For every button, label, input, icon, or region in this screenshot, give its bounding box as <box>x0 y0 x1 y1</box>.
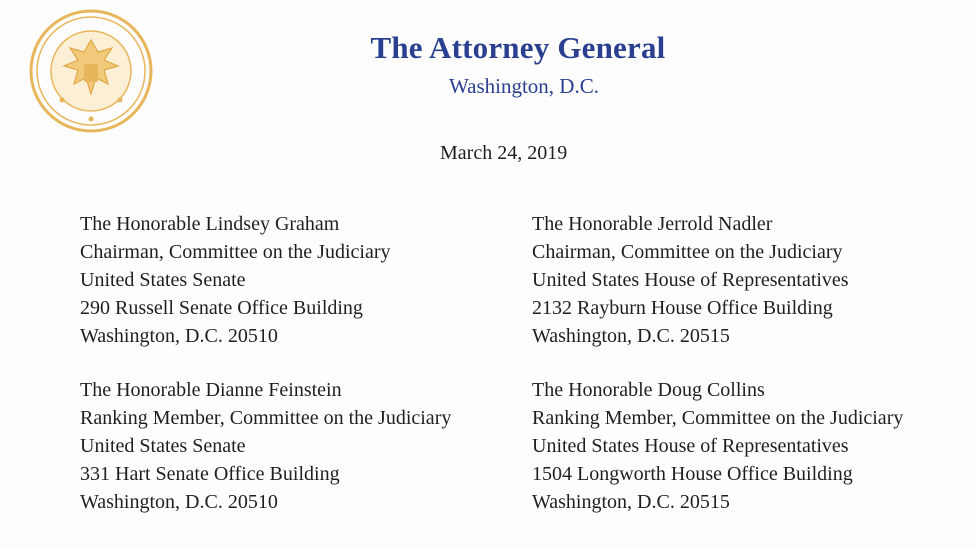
recipient-body: United States Senate <box>80 435 246 457</box>
recipient-name: The Honorable Doug Collins <box>532 379 765 401</box>
recipient-block <box>80 210 391 350</box>
recipient-body: United States House of Representatives <box>532 269 849 291</box>
recipient-office: 331 Hart Senate Office Building <box>80 463 340 485</box>
recipient-city: Washington, D.C. 20510 <box>80 325 278 347</box>
recipient-block <box>532 210 849 350</box>
letter-date: March 24, 2019 <box>440 142 568 164</box>
recipient-role: Ranking Member, Committee on the Judiciary <box>532 407 904 429</box>
doj-seal-icon <box>28 8 154 134</box>
recipient-role: Chairman, Committee on the Judiciary <box>80 241 391 263</box>
recipient-name: The Honorable Dianne Feinstein <box>80 379 342 401</box>
letterhead-subtitle: Washington, D.C. <box>449 74 599 98</box>
letterhead-title: The Attorney General <box>370 30 666 65</box>
recipient-name: The Honorable Jerrold Nadler <box>532 213 773 235</box>
recipient-body: United States House of Representatives <box>532 435 849 457</box>
recipient-city: Washington, D.C. 20515 <box>532 325 730 347</box>
recipient-body: United States Senate <box>80 269 246 291</box>
recipient-office: 2132 Rayburn House Office Building <box>532 297 833 319</box>
recipient-block <box>80 376 451 516</box>
recipient-role: Chairman, Committee on the Judiciary <box>532 241 843 263</box>
recipient-office: 1504 Longworth House Office Building <box>532 463 853 485</box>
recipient-name: The Honorable Lindsey Graham <box>80 213 340 235</box>
recipient-office: 290 Russell Senate Office Building <box>80 297 363 319</box>
recipient-city: Washington, D.C. 20515 <box>532 491 730 513</box>
recipient-block <box>532 376 903 516</box>
recipient-city: Washington, D.C. 20510 <box>80 491 278 513</box>
recipient-role: Ranking Member, Committee on the Judiciary <box>80 407 452 429</box>
